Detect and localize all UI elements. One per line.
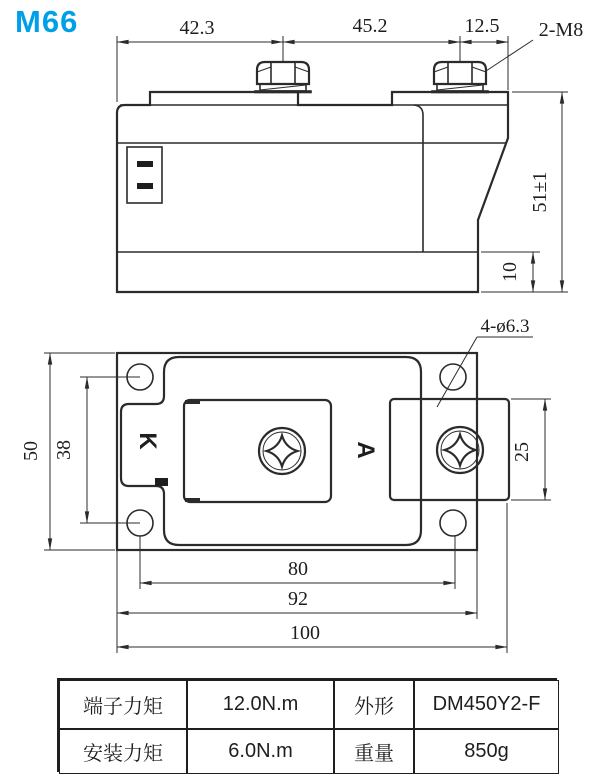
mounting-hole — [440, 364, 466, 390]
top-view — [20, 316, 551, 653]
dim-25: 25 — [511, 442, 533, 462]
outline-label: 外形 — [334, 680, 414, 729]
hex-bolt-icon — [432, 36, 488, 93]
label-2-M8: 2-M8 — [538, 19, 584, 41]
mounting-torque-label: 安装力矩 — [59, 729, 187, 774]
anode-terminal-plate — [390, 399, 509, 500]
cathode-terminal-plate — [184, 400, 331, 502]
dim-50: 50 — [20, 441, 42, 461]
dim-10: 10 — [499, 262, 521, 282]
page-title: M66 — [15, 4, 79, 39]
mounting-hole — [440, 510, 466, 536]
dim-38: 38 — [53, 440, 75, 460]
leader-2-M8 — [486, 40, 533, 71]
dim-80: 80 — [288, 558, 308, 580]
terminal-torque-label: 端子力矩 — [59, 680, 187, 729]
cathode-label: K — [134, 432, 161, 450]
polarity-mark — [155, 478, 168, 486]
dim-42-3: 42.3 — [179, 17, 215, 39]
hex-bolt-icon — [255, 36, 311, 93]
connector-pin — [137, 183, 153, 189]
dim-12-5: 12.5 — [464, 15, 500, 37]
phillips-screw-icon — [437, 427, 483, 473]
terminal-torque-value: 12.0N.m — [187, 680, 334, 729]
dim-92: 92 — [288, 588, 308, 610]
mounting-torque-value: 6.0N.m — [187, 729, 334, 774]
connector-pin — [137, 161, 153, 167]
side-view — [117, 15, 583, 292]
anode-label: A — [352, 441, 379, 459]
dim-100: 100 — [290, 622, 320, 644]
spec-table — [57, 678, 557, 772]
module-body-outline — [117, 92, 508, 292]
dim-45-2: 45.2 — [352, 15, 388, 37]
control-terminal-connector — [127, 147, 162, 203]
dim-51: 51±1 — [529, 171, 551, 213]
label-4-d6-3: 4-ø6.3 — [480, 316, 530, 337]
weight-value: 850g — [414, 729, 559, 774]
weight-label: 重量 — [334, 729, 414, 774]
phillips-screw-icon — [259, 428, 305, 474]
outline-value: DM450Y2-F — [414, 680, 559, 729]
